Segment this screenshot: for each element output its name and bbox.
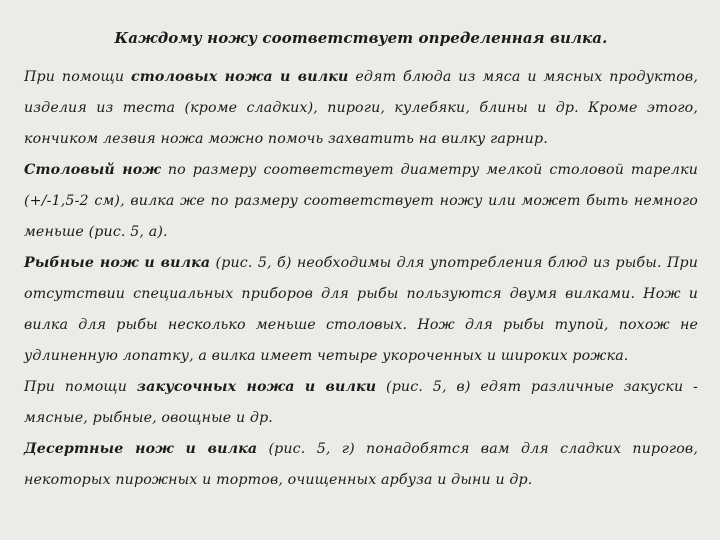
paragraph-text: (рис. 5, в) едят различные закуски - мясные, рыбные, овощные и др. [24,379,698,426]
paragraph-text: При помощи [24,379,137,395]
paragraph-text: едят блюда из мяса и мясных продуктов, изделия из теста (кроме сладких), пироги, кулебяки, блины и др. Кроме этого, кончиком лезвия ножа можно помочь захватить на вилку гарнир. [24,69,698,147]
bold-term: столовых ножа и вилки [130,69,349,85]
paragraph-text: (рис. 5, б) необходимы для употребления блюд из рыбы. При отсутствии специальных приборов для рыбы пользуются двумя вилками. Нож и вилка для рыбы несколько меньше столовых. Нож для рыбы тупой, похож не удлиненную лопатку, а вилка имеет четыре укороченных и широких рожка. [24,255,698,364]
paragraph-table-knife [24,155,698,248]
paragraph-text: по размеру соответствует диаметру мелкой столовой тарелки (+/-1,5-2 см), вилка же по размеру соответствует ножу или может быть немного меньше (рис. 5, а). [24,162,698,240]
paragraph-fish-cutlery [24,248,698,372]
paragraph-table-cutlery [24,62,698,155]
paragraph-snack-cutlery [24,372,698,434]
bold-term: Рыбные нож и вилка [24,255,211,271]
paragraph-text: При помощи [24,69,131,85]
bold-term: Столовый нож [24,162,161,178]
bold-term: Десертные нож и вилка [24,441,258,457]
paragraph-text: (рис. 5, г) понадобятся вам для сладких пирогов, некоторых пирожных и тортов, очищенных арбуза и дыни и др. [24,441,698,488]
bold-term: закусочных ножа и вилки [136,379,377,395]
paragraph-dessert-cutlery [24,434,698,496]
page-title: Каждому ножу соответствует определенная вилка. [114,29,608,47]
